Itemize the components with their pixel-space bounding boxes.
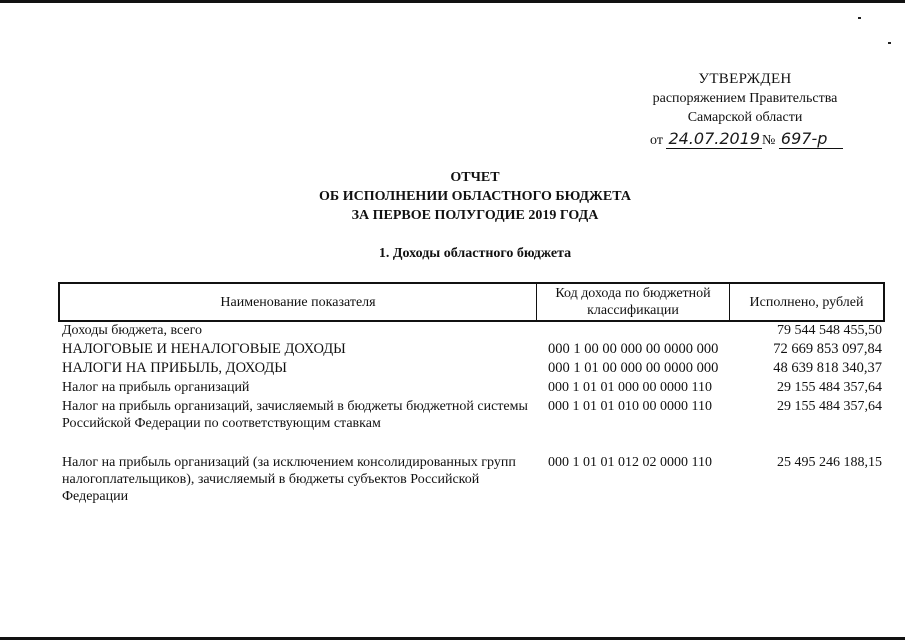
approval-block <box>600 70 890 127</box>
report-title <box>190 168 760 225</box>
header-code: Код дохода по бюджетной классификации <box>537 284 730 320</box>
handwritten-date: 24.07.2019 <box>668 129 761 148</box>
row-code: 000 1 01 00 000 00 0000 000 <box>548 360 719 376</box>
row-code: 000 1 00 00 000 00 0000 000 <box>548 341 719 357</box>
row-code: 000 1 01 01 012 02 0000 110 <box>548 455 712 470</box>
table-row <box>62 398 882 454</box>
row-amount: 79 544 548 455,50 <box>777 323 882 338</box>
number-label: № <box>762 133 776 148</box>
row-amount: 48 639 818 340,37 <box>773 360 882 376</box>
row-code: 000 1 01 01 010 00 0000 110 <box>548 399 712 414</box>
scan-speck <box>888 42 891 44</box>
approval-line-2: Самарской области <box>687 110 803 125</box>
header-name: Наименование показателя <box>60 284 537 320</box>
table-row <box>62 360 882 379</box>
title-line-1: ОТЧЕТ <box>450 170 500 185</box>
row-amount: 29 155 484 357,64 <box>777 399 882 414</box>
row-name: Налог на прибыль организаций, зачисляемый в бюджеты бюджетной системы Российской Федерации по соответствующим ставкам <box>62 399 528 431</box>
row-amount: 25 495 246 188,15 <box>777 455 882 470</box>
from-label: от <box>650 133 663 148</box>
row-name: Доходы бюджета, всего <box>62 323 203 338</box>
approval-date-line <box>650 129 880 149</box>
title-line-2: ОБ ИСПОЛНЕНИИ ОБЛАСТНОГО БЮДЖЕТА <box>319 189 631 204</box>
title-line-3: ЗА ПЕРВОЕ ПОЛУГОДИЕ 2019 ГОДА <box>351 208 599 223</box>
top-border <box>0 0 905 3</box>
row-name: Налог на прибыль организаций (за исключением консолидированных групп налогоплательщиков), зачисляемый в бюджеты субъектов Российской Федерации <box>62 455 516 504</box>
approval-heading: УТВЕРЖДЕН <box>698 71 792 87</box>
scan-speck <box>858 17 861 19</box>
row-code: 000 1 01 01 000 00 0000 110 <box>548 380 712 395</box>
row-amount: 72 669 853 097,84 <box>773 341 882 357</box>
handwritten-number: 697-р <box>779 129 843 149</box>
row-name: НАЛОГОВЫЕ И НЕНАЛОГОВЫЕ ДОХОДЫ <box>62 341 346 357</box>
table-body <box>62 322 882 510</box>
table-row <box>62 454 882 510</box>
table-header <box>58 282 885 322</box>
row-amount: 29 155 484 357,64 <box>777 380 882 395</box>
section-title: 1. Доходы областного бюджета <box>378 246 572 261</box>
table-row <box>62 322 882 341</box>
table-row <box>62 341 882 360</box>
header-amount: Исполнено, рублей <box>749 294 864 310</box>
approval-line-1: распоряжением Правительства <box>652 91 838 106</box>
row-name: Налог на прибыль организаций <box>62 380 250 395</box>
table-row <box>62 379 882 398</box>
row-name: НАЛОГИ НА ПРИБЫЛЬ, ДОХОДЫ <box>62 360 287 376</box>
